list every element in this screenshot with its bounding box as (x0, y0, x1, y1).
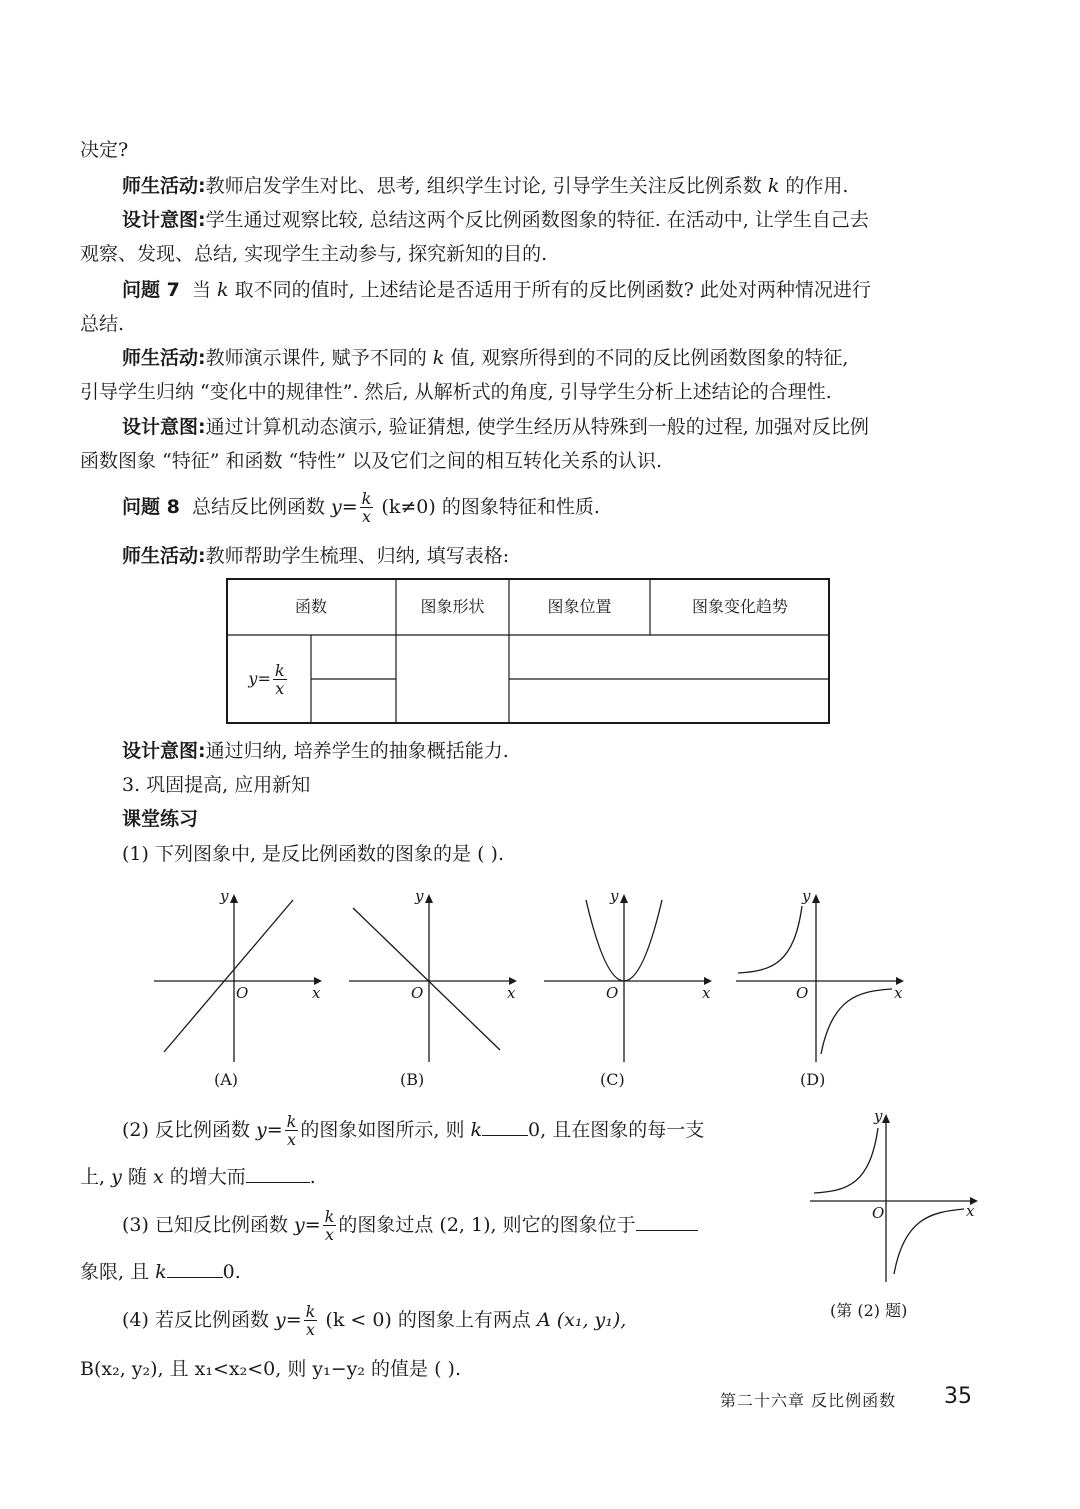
axis-y-label: y (415, 887, 424, 905)
origin-label: O (796, 984, 809, 1002)
exercise-3: (3) 已知反比例函数 y= $\frac{k}{x}$ 的图象过点 (2, 1), 则它的图象位于 (122, 1205, 802, 1245)
axis-y-label: y (874, 1107, 883, 1125)
exercise-2-figure (806, 1106, 986, 1286)
exercise-2: (2) 反比例函数 y= $\frac{k}{x}$ 的图象如图所示, 则 k 0, 且在图象的每一支 (122, 1112, 705, 1149)
axis-x-label: x (507, 984, 516, 1002)
design-intent-1-cont: 观察、发现、总结, 实现学生主动参与, 探究新知的目的. (80, 243, 548, 265)
answer-blank[interactable] (636, 1212, 698, 1231)
summary-table (226, 578, 830, 724)
design-intent-2: 设计意图:通过计算机动态演示, 验证猜想, 使学生经历从特殊到一般的过程, 加强对反比例 (122, 416, 869, 438)
design-intent-3: 设计意图:通过归纳, 培养学生的抽象概括能力. (122, 740, 509, 762)
teacher-activity-1: 师生活动:教师启发学生对比、思考, 组织学生讨论, 引导学生关注反比例系数 k 的作用. (122, 175, 849, 197)
exercise-2-cont: 上, y 随 x 的增大而 . (80, 1166, 316, 1188)
table-function-cell: y= $\frac{k}{x}$ (248, 660, 285, 698)
answer-blank[interactable] (246, 1164, 310, 1183)
figure-2-caption: (第 (2) 题) (830, 1301, 908, 1320)
graph-b (345, 886, 525, 1066)
graph-a-plot (150, 886, 330, 1066)
graph-d-plot (732, 886, 912, 1066)
graph-c-plot (540, 886, 720, 1066)
fraction-k-over-x: $\frac{k}{x}$ (361, 489, 372, 526)
exercise-1: (1) 下列图象中, 是反比例函数的图象的是 ( ). (122, 843, 504, 865)
page-number: 35 (944, 1384, 972, 1409)
answer-blank[interactable] (167, 1259, 223, 1278)
axis-y-label: y (802, 887, 811, 905)
table-header-shape: 图象形状 (420, 597, 485, 616)
practice-heading: 课堂练习 (122, 808, 199, 830)
graph-b-plot (345, 886, 525, 1066)
graph-a (150, 886, 330, 1066)
design-intent-1: 设计意图:学生通过观察比较, 总结这两个反比例函数图象的特征. 在活动中, 让学生自己去 (122, 209, 869, 231)
origin-label: O (236, 984, 249, 1002)
table-header-trend: 图象变化趋势 (691, 597, 788, 616)
origin-label: O (411, 984, 424, 1002)
teacher-activity-3: 师生活动:教师帮助学生梳理、归纳, 填写表格: (122, 545, 510, 567)
teacher-activity-2: 师生活动:教师演示课件, 赋予不同的 k 值, 观察所得到的不同的反比例函数图象的特征, (122, 347, 849, 369)
axis-y-label: y (610, 887, 619, 905)
design-intent-2-cont: 函数图象 “特征” 和函数 “特性” 以及它们之间的相互转化关系的认识. (80, 450, 663, 472)
graph-d-label: (D) (800, 1070, 826, 1089)
axis-y-label: y (220, 887, 229, 905)
graph-d (732, 886, 912, 1066)
graph-c-label: (C) (600, 1070, 625, 1089)
table-header-position: 图象位置 (547, 597, 612, 616)
axis-x-label: x (312, 984, 321, 1002)
exercise-3-cont: 象限, 且 k 0. (80, 1261, 241, 1283)
axis-x-label: x (966, 1202, 975, 1220)
question-7-cont: 总结. (80, 313, 125, 335)
axis-x-label: x (702, 984, 711, 1002)
chapter-title: 第二十六章 反比例函数 (720, 1391, 897, 1410)
question-8: 问题 8 总结反比例函数 y= $\frac{k}{x}$ (k≠0) 的图象特征和性质. (122, 489, 600, 526)
exercise-4-cont: B(x₂, y₂), 且 x₁<x₂<0, 则 y₁−y₂ 的值是 ( ). (80, 1358, 461, 1380)
page-footer (700, 1382, 980, 1414)
question-7: 问题 7 当 k 取不同的值时, 上述结论是否适用于所有的反比例函数? 此处对两种情况进行 (122, 279, 871, 301)
answer-blank[interactable] (482, 1117, 528, 1136)
axis-x-label: x (894, 984, 903, 1002)
section-3-heading: 3. 巩固提高, 应用新知 (122, 774, 311, 796)
exercise-2-plot (806, 1106, 986, 1286)
origin-label: O (872, 1204, 885, 1222)
table-header-function: 函数 (294, 597, 327, 616)
graph-a-label: (A) (214, 1070, 239, 1089)
graph-c (540, 886, 720, 1066)
teacher-activity-2-cont: 引导学生归纳 “变化中的规律性”. 然后, 从解析式的角度, 引导学生分析上述结论的合理性. (80, 381, 832, 403)
paragraph-continuation: 决定? (80, 139, 129, 161)
graph-b-label: (B) (400, 1070, 425, 1089)
origin-label: O (606, 984, 619, 1002)
exercise-4: (4) 若反比例函数 y= $\frac{k}{x}$ (k < 0) 的图象上有两点 A (x₁, y₁), (122, 1302, 627, 1339)
